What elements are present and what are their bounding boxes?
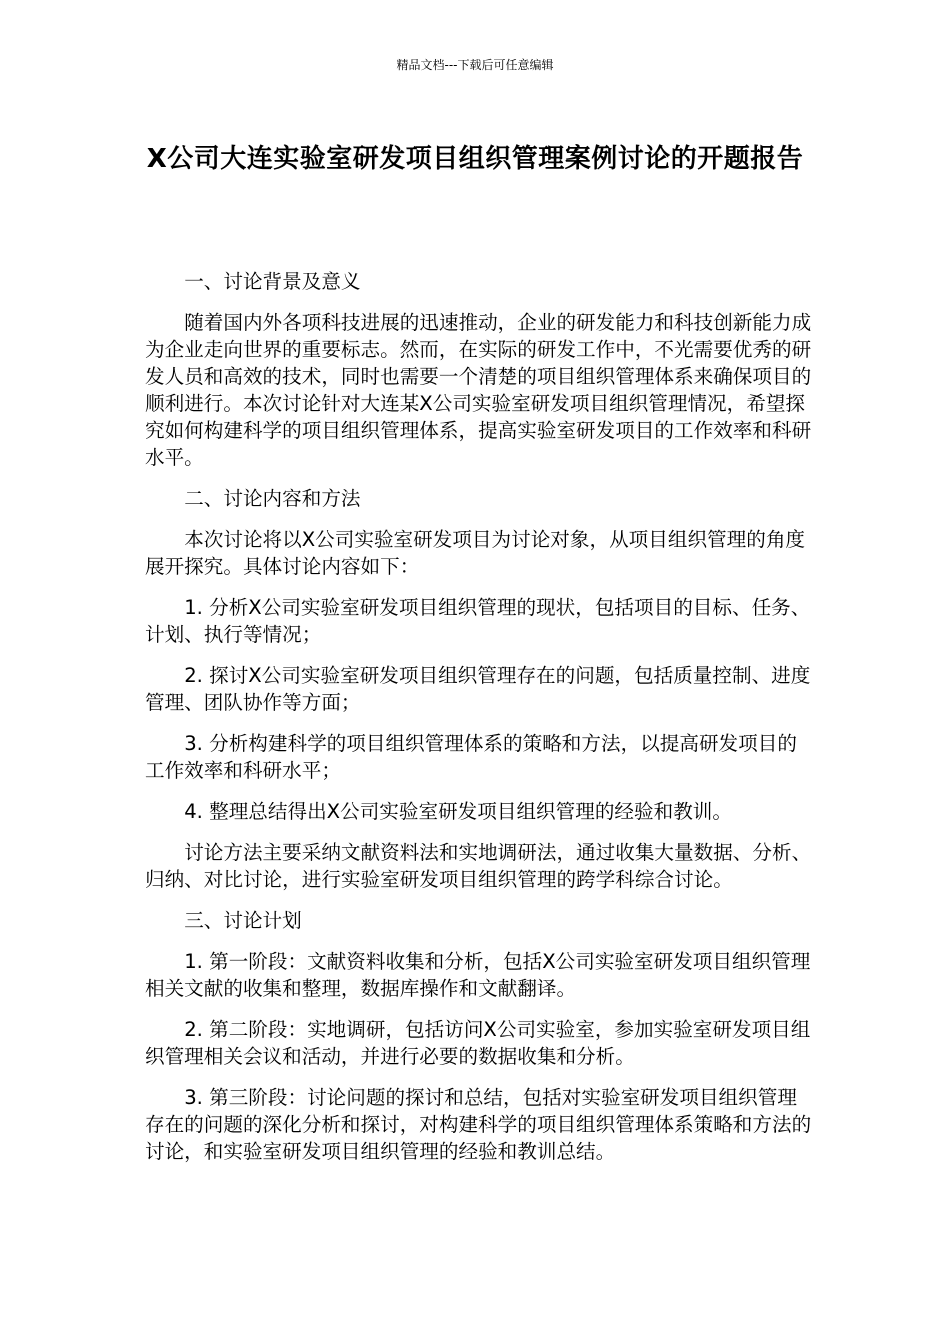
paragraph-content-intro: 本次讨论将以X公司实验室研发项目为讨论对象，从项目组织管理的角度展开探究。具体讨论内容如下： <box>145 528 806 578</box>
list-item-plan-1: 1. 第一阶段：文献资料收集和分析，包括X公司实验室研发项目组织管理相关文献的收集和整理，数据库操作和文献翻译。 <box>145 950 811 1000</box>
document-title: X公司大连实验室研发项目组织管理案例讨论的开题报告 <box>146 144 804 174</box>
list-item-content-4: 4. 整理总结得出X公司实验室研发项目组织管理的经验和教训。 <box>184 800 732 823</box>
section-heading-background: 一、讨论背景及意义 <box>184 270 361 293</box>
section-heading-plan: 三、讨论计划 <box>184 909 302 932</box>
paragraph-method: 讨论方法主要采纳文献资料法和实地调研法，通过收集大量数据、分析、归纳、对比讨论，进行实验室研发项目组织管理的跨学科综合讨论。 <box>145 841 812 891</box>
list-item-content-1: 1. 分析X公司实验室研发项目组织管理的现状，包括项目的目标、任务、计划、执行等情况； <box>145 596 811 646</box>
list-item-plan-3: 3. 第三阶段：讨论问题的探讨和总结，包括对实验室研发项目组织管理存在的问题的深化分析和探讨，对构建科学的项目组织管理体系策略和方法的讨论，和实验室研发项目组织管理的经验和教训总结。 <box>145 1086 812 1163</box>
paragraph-background: 随着国内外各项科技进展的迅速推动，企业的研发能力和科技创新能力成为企业走向世界的重要标志。然而，在实际的研发工作中，不光需要优秀的研发人员和高效的技术，同时也需要一个清楚的项目组织管理体系来确保项目的顺利进行。本次讨论针对大连某X公司实验室研发项目组织管理情况，希望探究如何构建科学的项目组织管理体系，提高实验室研发项目的工作效率和科研水平。 <box>145 311 812 469</box>
document-body <box>145 268 813 1179</box>
section-heading-content-method: 二、讨论内容和方法 <box>184 487 361 510</box>
list-item-content-3: 3. 分析构建科学的项目组织管理体系的策略和方法，以提高研发项目的工作效率和科研水平； <box>145 732 797 782</box>
page-header: 精品文档---下载后可任意编辑 <box>396 58 554 72</box>
list-item-plan-2: 2. 第二阶段：实地调研，包括访问X公司实验室，参加实验室研发项目组织管理相关会议和活动，并进行必要的数据收集和分析。 <box>145 1018 811 1068</box>
list-item-content-2: 2. 探讨X公司实验室研发项目组织管理存在的问题，包括质量控制、进度管理、团队协作等方面； <box>145 664 811 714</box>
